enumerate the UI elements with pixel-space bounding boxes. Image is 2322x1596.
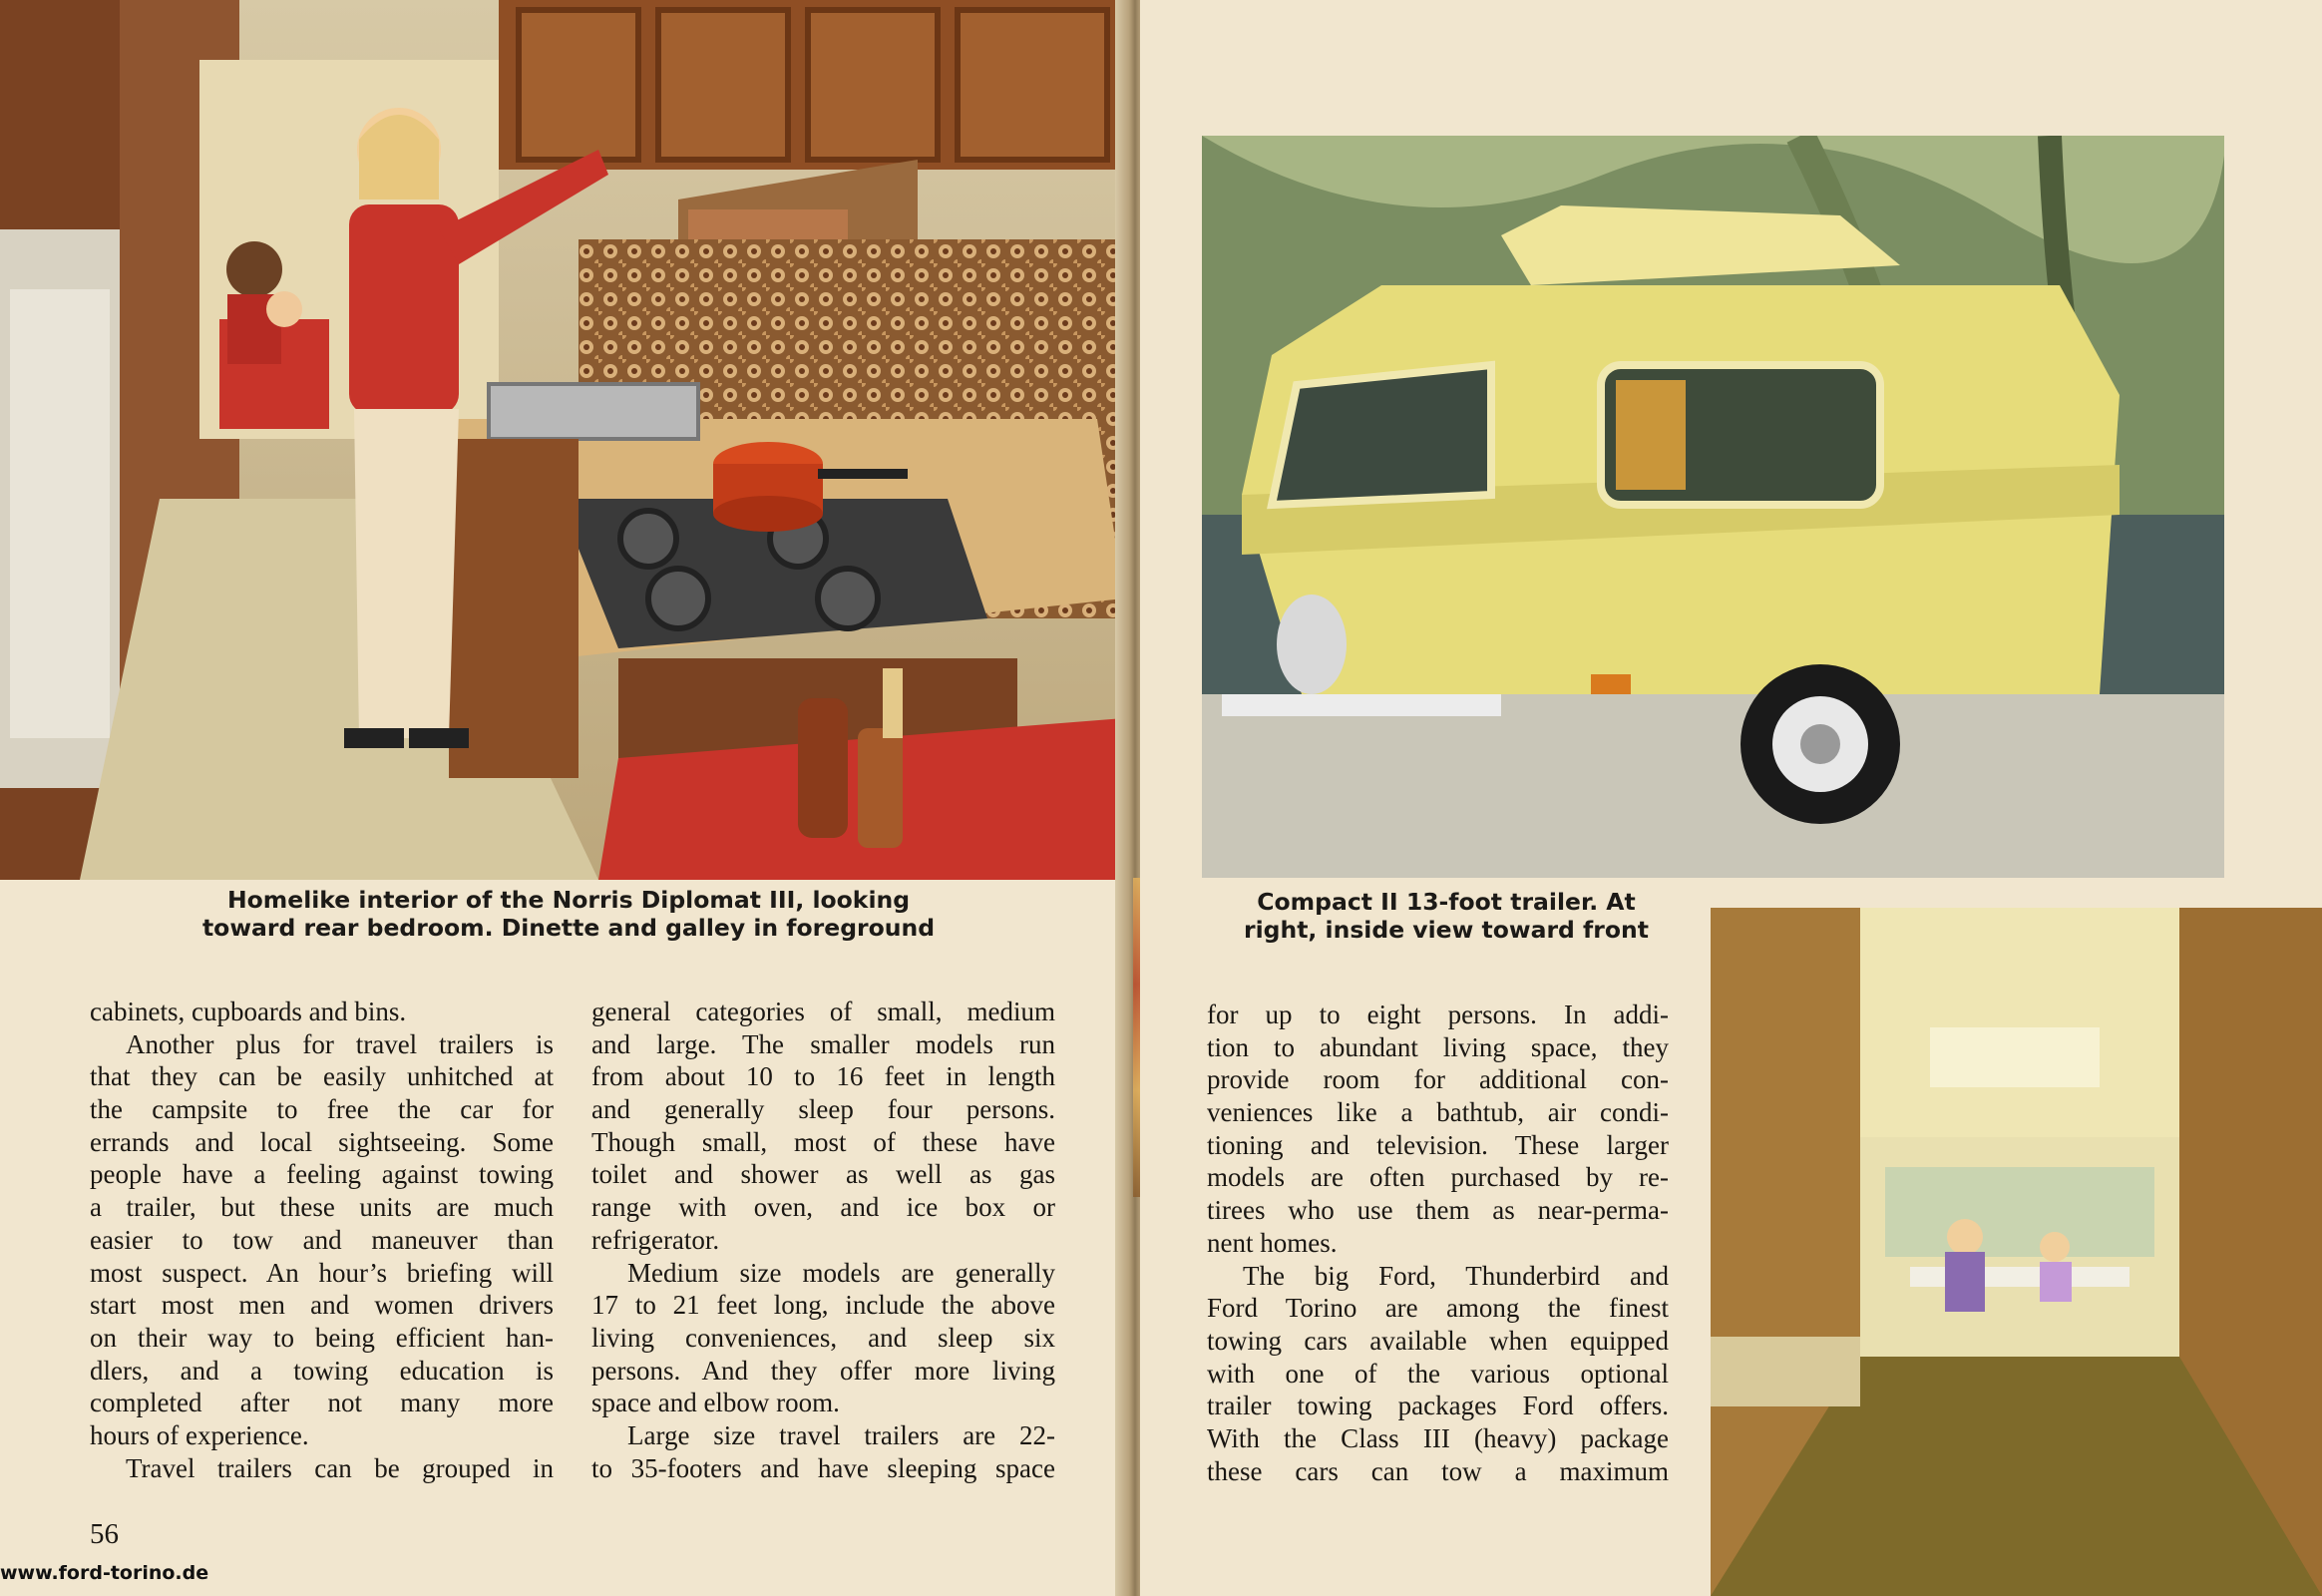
left-page: [0, 0, 1130, 1596]
text-line: trailer towing packages Ford offers.: [1207, 1391, 1669, 1421]
text-line: space and elbow room.: [591, 1388, 840, 1418]
inside-view-photo: [1711, 908, 2322, 1596]
text-line: models are often purchased by re-: [1207, 1162, 1669, 1193]
column-2: [591, 996, 1055, 1484]
text-line: on their way to being efficient han-: [90, 1322, 554, 1353]
text-line: errands and local sightseeing. Some: [90, 1126, 554, 1157]
text-line: with one of the various optional: [1207, 1358, 1669, 1389]
text-line: cabinets, cupboards and bins.: [90, 997, 407, 1026]
text-line: the campsite to free the car for: [90, 1094, 554, 1125]
column-3: [1207, 998, 1669, 1487]
text-line: provide room for additional con-: [1207, 1064, 1669, 1095]
text-line: 17 to 21 feet long, include the above: [591, 1290, 1055, 1321]
text-line: tion to abundant living space, they: [1207, 1031, 1669, 1062]
text-line: Medium size models are generally: [627, 1257, 1055, 1288]
text-line: and large. The smaller models run: [591, 1028, 1055, 1059]
text-line: refrigerator.: [591, 1224, 720, 1255]
text-line: With the Class III (heavy) package: [1207, 1422, 1669, 1453]
text-line: these cars can tow a maximum: [1207, 1455, 1669, 1486]
text-line: to 35-footers and have sleeping space: [591, 1452, 1055, 1483]
text-line: people have a feeling against towing: [90, 1159, 554, 1190]
text-line: towing cars available when equipped: [1207, 1325, 1669, 1356]
text-line: Ford Torino are among the finest: [1207, 1293, 1669, 1324]
text-line: dlers, and a towing education is: [90, 1355, 554, 1386]
trailer-photo: [1202, 136, 2224, 878]
text-line: living conveniences, and sleep six: [591, 1322, 1055, 1353]
text-line: that they can be easily unhitched at: [90, 1061, 554, 1092]
page-number: 56: [90, 1518, 119, 1550]
text-line: persons. And they offer more living: [591, 1355, 1055, 1386]
text-line: nent homes.: [1207, 1227, 1338, 1258]
text-line: Another plus for travel trailers is: [126, 1028, 554, 1059]
text-line: general categories of small, medium: [591, 997, 1055, 1026]
column-1: [90, 996, 554, 1484]
text-line: completed after not many more: [90, 1388, 554, 1418]
left-caption-line: Homelike interior of the Norris Diplomat III, looking: [226, 886, 911, 914]
text-line: The big Ford, Thunderbird and: [1243, 1260, 1669, 1291]
text-line: hours of experience.: [90, 1419, 309, 1450]
text-line: range with oven, and ice box or: [591, 1192, 1055, 1223]
text-line: from about 10 to 16 feet in length: [591, 1061, 1055, 1092]
watermark: www.ford-torino.de: [0, 1562, 209, 1584]
trailer-illustration: [1202, 136, 2224, 878]
text-line: tirees who use them as near-perma-: [1207, 1195, 1669, 1226]
text-line: easier to tow and maneuver than: [90, 1224, 554, 1255]
right-caption-line: right, inside view toward front: [1244, 916, 1649, 944]
text-line: Though small, most of these have: [591, 1126, 1055, 1157]
text-line: Large size travel trailers are 22-: [627, 1419, 1055, 1450]
right-caption: [1212, 888, 1681, 944]
left-caption: [170, 886, 968, 942]
text-line: for up to eight persons. In addi-: [1207, 999, 1669, 1029]
text-line: a trailer, but these units are much: [90, 1192, 554, 1223]
text-line: most suspect. An hour’s briefing will: [90, 1257, 554, 1288]
text-line: and generally sleep four persons.: [591, 1094, 1055, 1125]
right-caption-line: Compact II 13-foot trailer. At: [1257, 888, 1636, 916]
interior-illustration: [0, 0, 1124, 880]
text-line: toilet and shower as well as gas: [591, 1159, 1055, 1190]
left-caption-line: toward rear bedroom. Dinette and galley in foreground: [201, 914, 936, 942]
right-page: [1140, 0, 2322, 1596]
text-line: veniences like a bathtub, air condi-: [1207, 1097, 1669, 1128]
text-line: tioning and television. These larger: [1207, 1129, 1669, 1160]
inside-view-illustration: [1711, 908, 2322, 1596]
text-line: Travel trailers can be grouped in: [126, 1452, 554, 1483]
interior-photo: [0, 0, 1124, 880]
text-line: start most men and women drivers: [90, 1290, 554, 1321]
